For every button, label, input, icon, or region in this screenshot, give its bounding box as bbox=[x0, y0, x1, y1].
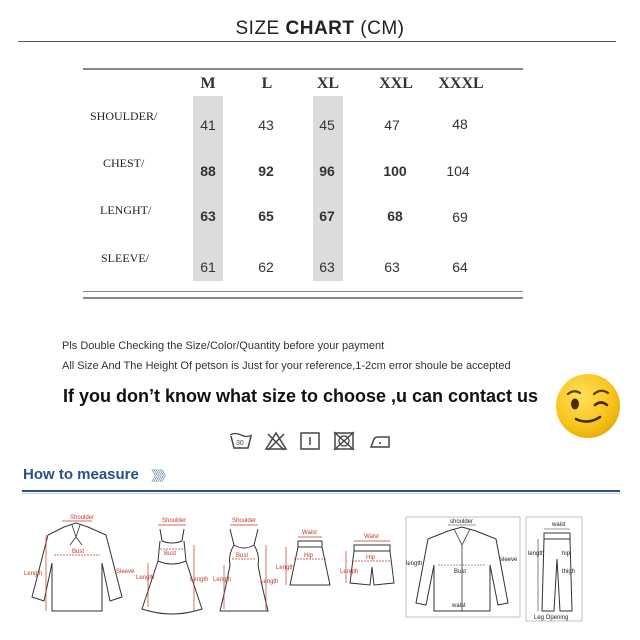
skirt-measure-diagram bbox=[276, 515, 340, 621]
iron-icon bbox=[368, 430, 392, 452]
tank-dress-measure-diagram bbox=[212, 515, 279, 621]
title-divider bbox=[18, 41, 616, 42]
diagram-label: Hip bbox=[366, 555, 376, 561]
section-divider bbox=[22, 490, 620, 492]
pants-measure-diagram bbox=[524, 515, 584, 625]
diagram-label: Bust bbox=[164, 551, 177, 557]
diagram-label: Bust bbox=[236, 553, 249, 559]
title-suffix: (CM) bbox=[360, 18, 405, 39]
wash-30-icon bbox=[229, 430, 253, 452]
table-cell: 43 bbox=[258, 117, 274, 133]
no-bleach-icon bbox=[264, 430, 288, 452]
winking-face-icon bbox=[554, 372, 622, 440]
no-tumble-dry-icon bbox=[332, 430, 356, 452]
header-size: XL bbox=[316, 75, 340, 92]
table-cell: 104 bbox=[446, 163, 470, 179]
diagram-label: Bust bbox=[454, 569, 467, 575]
row-label: SLEEVE/ bbox=[101, 251, 149, 265]
diagram-label: Length bbox=[213, 577, 232, 583]
title-main: CHART bbox=[285, 18, 355, 39]
table-cell: 62 bbox=[258, 259, 274, 275]
table-cell: 61 bbox=[200, 259, 216, 275]
contact-call-to-action: If you don’t know what size to choose ,u can contact us bbox=[63, 386, 539, 406]
title-prefix: SIZE bbox=[235, 18, 280, 39]
table-cell: 69 bbox=[452, 209, 468, 225]
diagram-label: waist bbox=[552, 522, 566, 528]
header-size: M bbox=[200, 75, 216, 92]
note-line-1: Pls Double Checking the Size/Color/Quantity before your payment bbox=[62, 340, 385, 352]
row-label: CHEST/ bbox=[103, 156, 145, 170]
table-cell: 48 bbox=[452, 116, 468, 132]
diagram-label: Length bbox=[190, 577, 209, 583]
header-size: XXXL bbox=[438, 75, 484, 92]
diagram-label: length bbox=[528, 551, 545, 557]
diagram-label: Length bbox=[136, 575, 155, 581]
table-cell: 47 bbox=[384, 117, 400, 133]
table-cell: 64 bbox=[452, 259, 468, 275]
table-cell: 63 bbox=[200, 208, 216, 224]
diagram-label: Shoulder bbox=[232, 518, 257, 524]
shorts-measure-diagram bbox=[340, 515, 404, 621]
size-chart-title bbox=[0, 18, 640, 40]
table-cell: 45 bbox=[319, 117, 335, 133]
diagram-label: Bust bbox=[72, 549, 85, 555]
tumble-dry-icon bbox=[298, 430, 322, 452]
diagram-label: Length bbox=[24, 571, 43, 577]
diagram-label: length bbox=[406, 561, 423, 567]
how-to-measure-heading: How to measure bbox=[23, 466, 139, 483]
table-cell: 41 bbox=[200, 117, 216, 133]
row-label: SHOULDER/ bbox=[90, 109, 158, 123]
jacket-measure-diagram bbox=[404, 515, 522, 621]
header-size: XXL bbox=[379, 75, 413, 92]
diagram-label: Length bbox=[276, 565, 295, 571]
diagram-label: hip bbox=[562, 551, 571, 557]
table-bottom-rule bbox=[83, 291, 523, 292]
diagram-label: Length bbox=[340, 569, 359, 575]
table-cell: 92 bbox=[258, 163, 274, 179]
table-cell: 63 bbox=[384, 259, 400, 275]
chevrons-right-icon: 》》》 bbox=[151, 468, 170, 484]
table-bottom-rule bbox=[83, 297, 523, 299]
diagram-label: sleeve bbox=[500, 557, 518, 563]
diagram-label: Hip bbox=[304, 553, 314, 559]
diagram-label: Waist bbox=[364, 534, 379, 540]
table-cell: 100 bbox=[383, 163, 407, 179]
diagram-label: Sleeve bbox=[116, 569, 135, 575]
row-label: LENGHT/ bbox=[100, 203, 152, 217]
table-cell: 68 bbox=[387, 208, 403, 224]
table-cell: 63 bbox=[319, 259, 335, 275]
note-line-2: All Size And The Height Of petson is Just for your reference,1-2cm error shoule be accepted bbox=[62, 360, 511, 372]
table-top-rule bbox=[83, 68, 523, 70]
table-cell: 65 bbox=[258, 208, 274, 224]
table-cell: 88 bbox=[200, 163, 216, 179]
header-size: L bbox=[261, 75, 273, 92]
diagram-label: shoulder bbox=[450, 519, 474, 525]
diagram-label: thigh bbox=[562, 569, 576, 575]
diagram-label: Waist bbox=[302, 530, 317, 536]
blouse-measure-diagram bbox=[22, 515, 134, 621]
section-divider bbox=[22, 493, 620, 494]
diagram-label: Shoulder bbox=[162, 518, 187, 524]
wash-temp-label: 30 bbox=[236, 440, 244, 447]
diagram-label: waist bbox=[452, 603, 466, 609]
diagram-label: Length bbox=[260, 579, 279, 585]
table-cell: 67 bbox=[319, 208, 335, 224]
diagram-label: Leg Opening bbox=[534, 615, 569, 621]
table-cell: 96 bbox=[319, 163, 335, 179]
sundress-measure-diagram bbox=[134, 515, 210, 621]
diagram-label: Shoulder bbox=[70, 515, 95, 521]
